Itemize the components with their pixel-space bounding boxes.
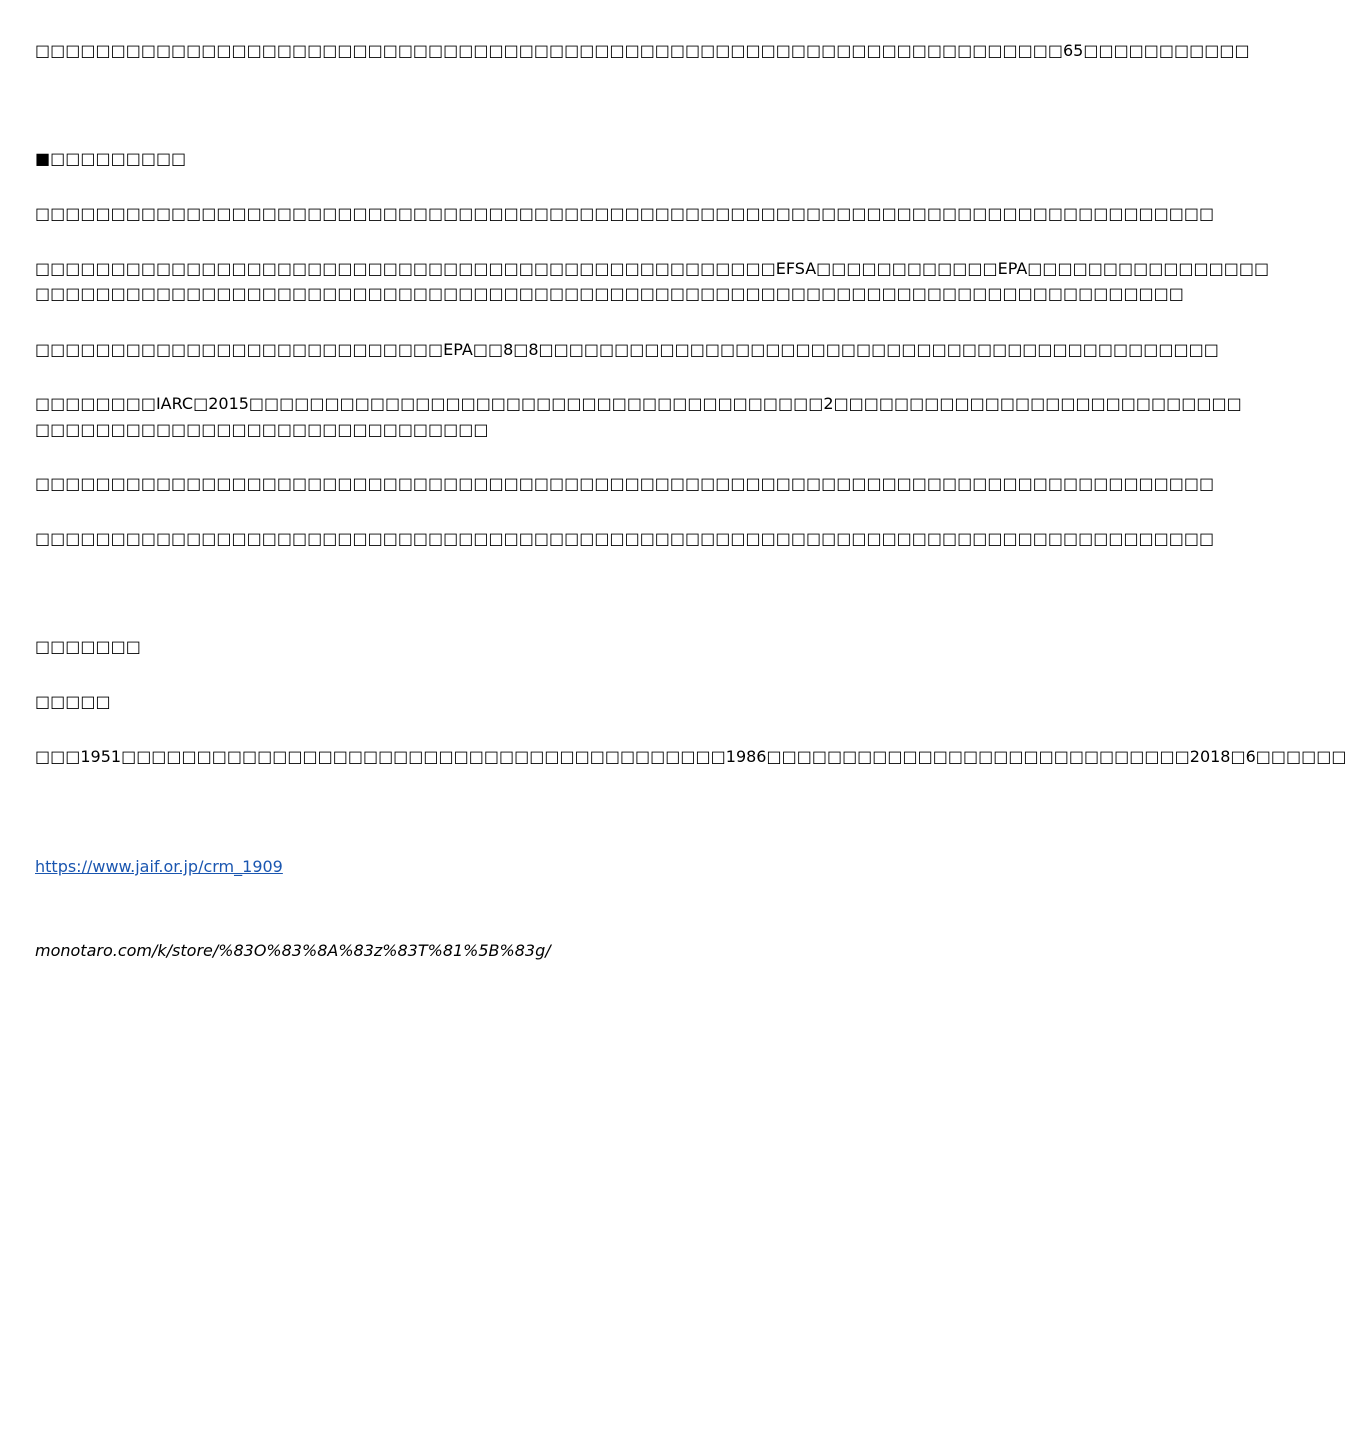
author-name: □□□□□	[35, 692, 111, 711]
paragraph-4-line-1: □□□□□□□□IARC□2015□□□□□□□□□□□□□□□□□□□□□□□□□□□□□□□□□□□□□□2□□□□□□□□□□□□□□□□□□□□□□□□□□□	[35, 394, 1242, 413]
paragraph-2-line-1: □□□□□□□□□□□□□□□□□□□□□□□□□□□□□□□□□□□□□□□□□□□□□□□□□EFSA□□□□□□□□□□□□EPA□□□□□□□□□□□□□□□□	[35, 259, 1270, 278]
author-heading: □□□□□□□	[35, 637, 141, 656]
paragraph-4-line-2: □□□□□□□□□□□□□□□□□□□□□□□□□□□□□□	[35, 420, 489, 439]
paragraph-intro: □□□□□□□□□□□□□□□□□□□□□□□□□□□□□□□□□□□□□□□□□□□□□□□□□□□□□□□□□□□□□□□□□□□□65□□□□□□□□□□□	[35, 41, 1250, 60]
section-heading: ■□□□□□□□□□	[35, 149, 187, 168]
paragraph-1: □□□□□□□□□□□□□□□□□□□□□□□□□□□□□□□□□□□□□□□□□□□□□□□□□□□□□□□□□□□□□□□□□□□□□□□□□□□□□□	[35, 204, 1215, 223]
paragraph-3: □□□□□□□□□□□□□□□□□□□□□□□□□□□EPA□□8□8□□□□□□□□□□□□□□□□□□□□□□□□□□□□□□□□□□□□□□□□□□□□□	[35, 340, 1219, 359]
paragraph-5: □□□□□□□□□□□□□□□□□□□□□□□□□□□□□□□□□□□□□□□□□□□□□□□□□□□□□□□□□□□□□□□□□□□□□□□□□□□□□□	[35, 474, 1215, 493]
reference-link[interactable]: https://www.jaif.or.jp/crm_1909	[35, 857, 283, 876]
author-bio: □□□1951□□□□□□□□□□□□□□□□□□□□□□□□□□□□□□□□□□□□□□□□1986□□□□□□□□□□□□□□□□□□□□□□□□□□□□2018□6□□□□□□	[35, 747, 1346, 766]
paragraph-2-line-2: □□□□□□□□□□□□□□□□□□□□□□□□□□□□□□□□□□□□□□□□□□□□□□□□□□□□□□□□□□□□□□□□□□□□□□□□□□□□	[35, 284, 1184, 303]
source-url: monotaro.com/k/store/%83O%83%8A%83z%83T%81%5B%83g/	[35, 941, 551, 960]
paragraph-6: □□□□□□□□□□□□□□□□□□□□□□□□□□□□□□□□□□□□□□□□□□□□□□□□□□□□□□□□□□□□□□□□□□□□□□□□□□□□□□	[35, 529, 1215, 548]
